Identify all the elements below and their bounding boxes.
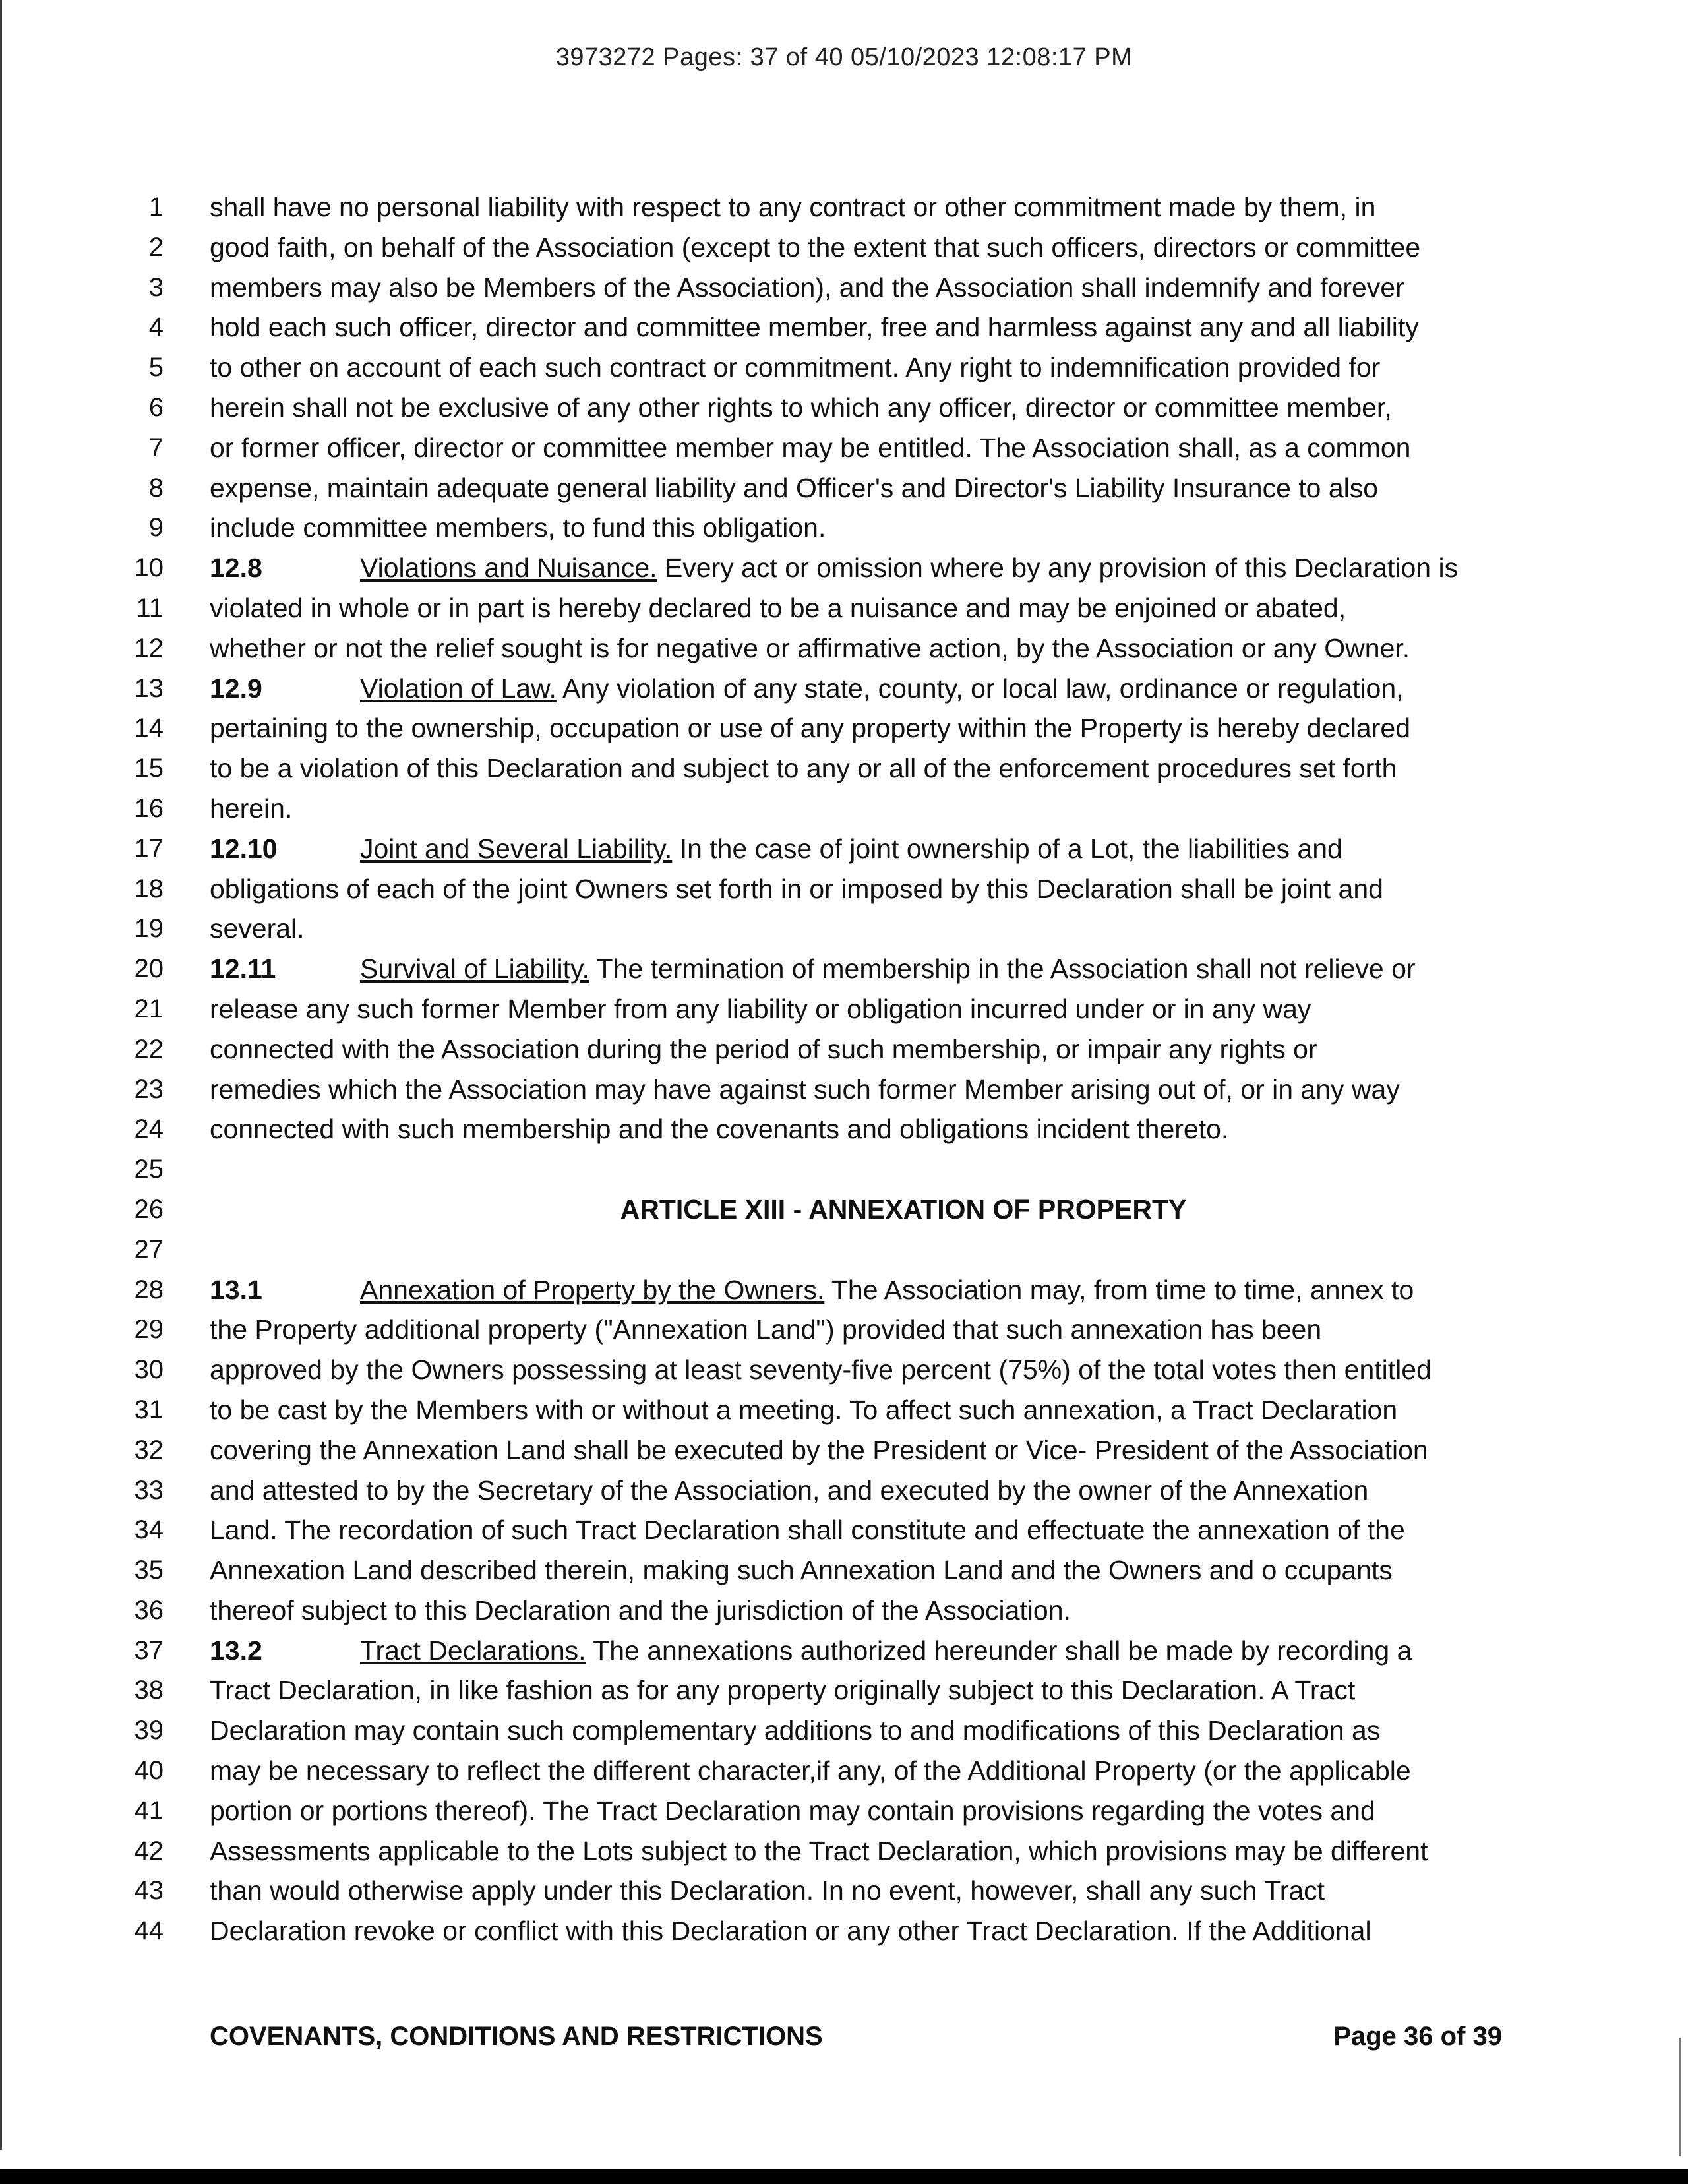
document-line [0,548,1688,588]
document-line [0,1350,1688,1390]
document-line [0,1029,1688,1070]
line-text: Declaration may contain such complementary additions to and modifications of this Declaration as [210,1715,1381,1746]
line-number: 5 [148,353,164,382]
line-number: 2 [148,232,164,262]
line-text: Annexation Land described therein, making such Annexation Land and the Owners and o ccupants [210,1555,1393,1586]
line-number: 39 [134,1716,164,1745]
document-line [0,1149,1688,1190]
line-text: The Association may, from time to time, annex to [824,1274,1414,1305]
line-text: members may also be Members of the Association), and the Association shall indemnify and forever [210,272,1404,303]
document-line [0,748,1688,789]
line-number: 23 [134,1074,164,1104]
document-line [0,1871,1688,1911]
document-line [0,1550,1688,1591]
line-number: 10 [134,553,164,583]
line-number: 22 [134,1034,164,1064]
line-number: 18 [134,874,164,903]
section-title: Violation of Law. [360,673,557,704]
line-text: pertaining to the ownership, occupation or use of any property within the Property is hereby declared [210,713,1410,744]
section-number: 12.9 [210,673,262,704]
line-number: 8 [148,473,164,502]
document-line [0,628,1688,669]
document-line [0,1310,1688,1350]
line-number: 32 [134,1435,164,1465]
document-line [0,1471,1688,1511]
document-line [0,508,1688,548]
document-line [0,468,1688,508]
line-number: 44 [134,1916,164,1946]
line-text: the Property additional property ("Annexation Land") provided that such annexation has been [210,1314,1322,1345]
line-number: 30 [134,1355,164,1385]
line-number: 6 [148,392,164,422]
line-number: 36 [134,1595,164,1625]
line-text: expense, maintain adequate general liability and Officer's and Director's Liability Insurance to also [210,472,1379,503]
section-title: Violations and Nuisance. [360,553,657,584]
line-number: 21 [134,994,164,1023]
line-number: 20 [134,954,164,984]
line-number: 16 [134,793,164,823]
document-line [0,1390,1688,1430]
document-line [0,949,1688,989]
section-line [210,949,1594,989]
line-text: good faith, on behalf of the Association (except to the extent that such officers, directors or committee [210,231,1421,262]
section-title: Survival of Liability. [360,954,589,985]
line-text: In the case of joint ownership of a Lot, the liabilities and [672,833,1342,864]
line-text: remedies which the Association may have against such former Member arising out of, or in any way [210,1074,1400,1105]
line-number: 11 [136,593,164,622]
line-number: 29 [134,1315,164,1345]
line-number: 37 [134,1635,164,1665]
section-title: Tract Declarations. [360,1635,586,1666]
document-line [0,588,1688,628]
document-body [0,187,1688,1951]
line-text: connected with the Association during the period of such membership, or impair any rights or [210,1033,1317,1064]
document-line [0,708,1688,748]
line-text: connected with such membership and the covenants and obligations incident thereto. [210,1114,1229,1145]
line-text: than would otherwise apply under this Declaration. In no event, however, shall any such Tract [210,1875,1325,1906]
line-number: 3 [148,272,164,302]
line-text: Every act or omission where by any provision of this Declaration is [657,553,1459,584]
section-number: 13.1 [210,1274,262,1305]
line-number: 4 [148,313,164,342]
line-number: 40 [134,1756,164,1786]
line-text: obligations of each of the joint Owners set forth in or imposed by this Declaration shall be joint and [210,873,1383,904]
document-line [0,1109,1688,1149]
line-text: to be cast by the Members with or without a meeting. To affect such annexation, a Tract Declaration [210,1394,1398,1425]
document-line [0,1430,1688,1471]
line-number: 13 [134,673,164,703]
line-number: 42 [134,1836,164,1866]
document-line [0,1831,1688,1871]
line-text: The annexations authorized hereunder shall be made by recording a [586,1635,1412,1666]
line-number: 33 [134,1475,164,1505]
footer-page-number: Page 36 of 39 [1333,2022,1502,2051]
document-line [0,1670,1688,1711]
document-line [0,307,1688,348]
section-number: 12.11 [210,954,276,985]
line-number: 7 [148,433,164,462]
line-number: 19 [134,914,164,944]
line-number: 27 [134,1234,164,1264]
document-line [0,1510,1688,1550]
line-text: thereof subject to this Declaration and the jurisdiction of the Association. [210,1594,1071,1625]
line-number: 9 [148,513,164,543]
line-text: The termination of membership in the Association shall not relieve or [589,954,1416,985]
section-title: Joint and Several Liability. [360,833,673,864]
line-text: approved by the Owners possessing at least seventy-five percent (75%) of the total votes then entitled [210,1354,1432,1385]
document-line [0,388,1688,428]
line-number: 26 [134,1194,164,1224]
line-text: herein. [210,793,293,824]
document-line [0,268,1688,308]
document-line [0,829,1688,869]
section-line [210,548,1594,588]
document-line [0,1190,1688,1230]
document-line [0,428,1688,468]
line-number: 35 [134,1556,164,1585]
section-number: 13.2 [210,1635,262,1666]
line-text: Assessments applicable to the Lots subject to the Tract Declaration, which provisions may be different [210,1835,1428,1866]
line-number: 43 [134,1876,164,1906]
line-number: 41 [134,1796,164,1825]
document-line [0,909,1688,949]
line-number: 28 [134,1275,164,1304]
line-number: 1 [148,193,164,222]
line-number: 38 [134,1676,164,1705]
document-line [0,669,1688,709]
document-line [0,989,1688,1029]
line-number: 24 [134,1114,164,1144]
line-number: 15 [134,754,164,783]
document-line [0,1791,1688,1831]
recording-stamp: 3973272 Pages: 37 of 40 05/10/2023 12:08:17 PM [555,44,1133,71]
line-text: to other on account of each such contract or commitment. Any right to indemnification provided for [210,352,1381,383]
line-text: Any violation of any state, county, or local law, ordinance or regulation, [556,673,1404,704]
document-line [0,1751,1688,1791]
footer-title: COVENANTS, CONDITIONS AND RESTRICTIONS [210,2022,823,2051]
article-heading: ARTICLE XIII - ANNEXATION OF PROPERTY [620,1194,1187,1225]
line-number: 34 [134,1515,164,1545]
document-line [0,187,1688,228]
section-line [210,829,1594,869]
line-text: shall have no personal liability with respect to any contract or other commitment made by them, in [210,192,1376,222]
line-text: include committee members, to fund this obligation. [210,512,826,543]
line-text: Land. The recordation of such Tract Declaration shall constitute and effectuate the annexation of the [210,1515,1405,1546]
line-text: hold each such officer, director and committee member, free and harmless against any and all liability [210,312,1419,343]
document-line [0,1591,1688,1631]
document-line [0,1911,1688,1951]
line-text: may be necessary to reflect the different character,if any, of the Additional Property (or the applicable [210,1755,1411,1786]
line-number: 17 [134,834,164,863]
line-text: and attested to by the Secretary of the Association, and executed by the owner of the Annexation [210,1474,1369,1505]
line-text: whether or not the relief sought is for negative or affirmative action, by the Association or any Owner. [210,632,1410,663]
document-line [0,348,1688,388]
line-text: to be a violation of this Declaration and subject to any or all of the enforcement procedures set forth [210,753,1397,784]
line-text: violated in whole or in part is hereby declared to be a nuisance and may be enjoined or abated, [210,592,1346,623]
line-text: release any such former Member from any liability or obligation incurred under or in any way [210,993,1311,1024]
document-line [0,1230,1688,1270]
document-line [0,1070,1688,1110]
document-line [0,1631,1688,1671]
line-text: portion or portions thereof). The Tract Declaration may contain provisions regarding the votes and [210,1795,1375,1826]
line-number: 12 [134,633,164,663]
document-line [0,789,1688,829]
line-number: 14 [134,713,164,743]
scan-bottom-bar [0,2169,1688,2184]
document-line [0,1270,1688,1310]
section-number: 12.10 [210,833,278,864]
line-text: Tract Declaration, in like fashion as for any property originally subject to this Declaration. A Tract [210,1675,1356,1706]
page-footer [210,2022,1502,2061]
scan-right-mark [1679,2038,1681,2156]
line-text: Declaration revoke or conflict with this Declaration or any other Tract Declaration. If the Additional [210,1916,1372,1947]
section-title: Annexation of Property by the Owners. [360,1274,825,1305]
line-number: 31 [134,1395,164,1424]
line-text: herein shall not be exclusive of any other rights to which any officer, director or committee member, [210,392,1392,423]
section-number: 12.8 [210,553,262,584]
document-line [0,1711,1688,1751]
section-line [210,1270,1594,1310]
document-line [0,228,1688,268]
document-line [0,869,1688,909]
line-text: covering the Annexation Land shall be executed by the President or Vice- President of the Association [210,1434,1428,1465]
line-text: or former officer, director or committee member may be entitled. The Association shall, as a common [210,432,1411,463]
line-number: 25 [134,1155,164,1184]
line-text: several. [210,913,305,944]
section-line [210,1631,1594,1671]
section-line [210,669,1594,709]
